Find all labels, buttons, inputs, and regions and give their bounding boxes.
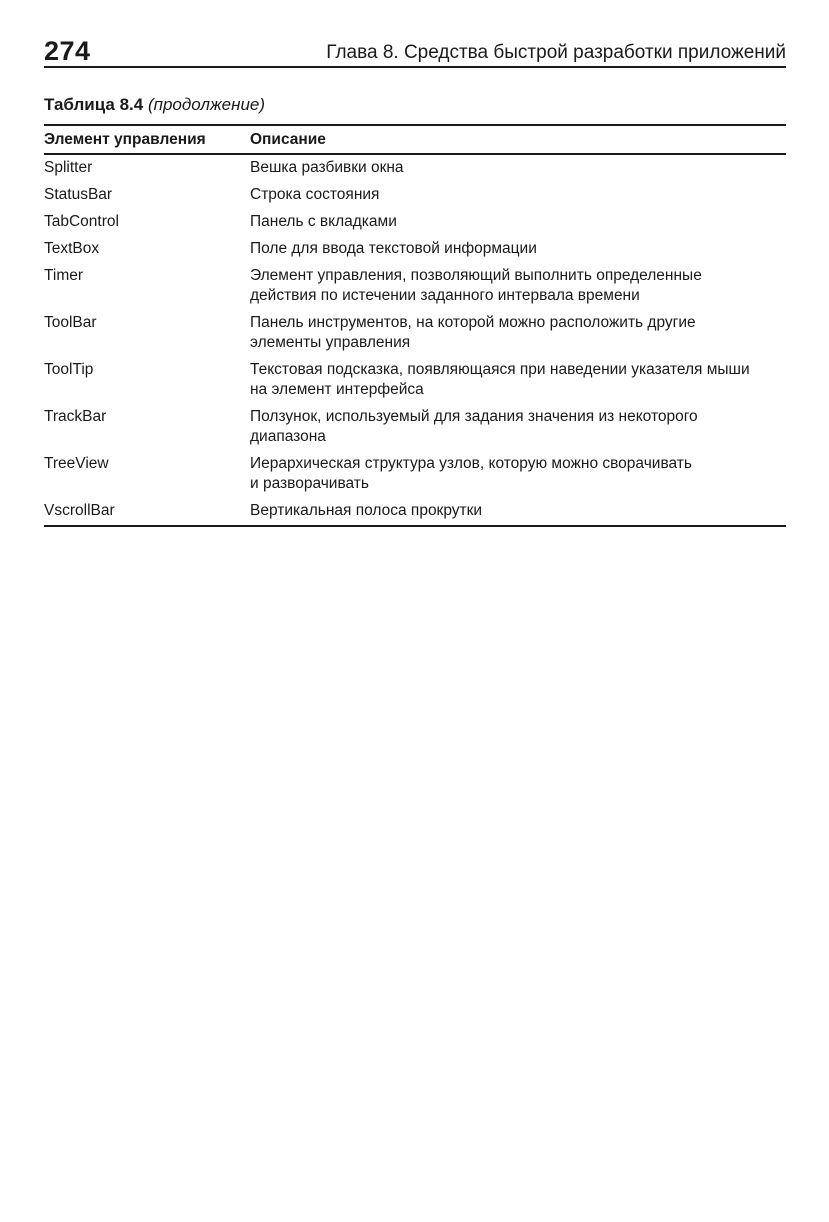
- control-description: Ползунок, используемый для задания значения из некоторого диапазона: [250, 408, 698, 445]
- table-row: [44, 182, 786, 209]
- table-row: [44, 263, 786, 310]
- control-name: ToolTip: [44, 361, 94, 378]
- control-description: Поле для ввода текстовой информации: [250, 240, 537, 257]
- table-header-row: [44, 126, 786, 155]
- control-name: VscrollBar: [44, 502, 115, 519]
- control-description: Вертикальная полоса прокрутки: [250, 502, 483, 519]
- control-description: Строка состояния: [250, 186, 380, 203]
- control-name: TreeView: [44, 455, 109, 472]
- table-row: [44, 498, 786, 525]
- control-name: ToolBar: [44, 314, 97, 331]
- control-description: Панель инструментов, на которой можно расположить другие элементы управления: [250, 314, 696, 351]
- control-description: Панель с вкладками: [250, 213, 397, 230]
- column-header-control: Элемент управления: [44, 130, 206, 148]
- control-name: Timer: [44, 267, 84, 284]
- table-row: [44, 155, 786, 182]
- page-number: 274: [44, 36, 91, 66]
- table-caption-label: Таблица 8.4: [44, 95, 144, 114]
- control-name: TrackBar: [44, 408, 107, 425]
- table-row: [44, 404, 786, 451]
- column-header-description: Описание: [250, 130, 326, 148]
- running-title: Глава 8. Средства быстрой разработки приложений: [326, 42, 786, 63]
- control-name: StatusBar: [44, 186, 113, 203]
- controls-table: [44, 124, 786, 527]
- control-description: Элемент управления, позволяющий выполнить определенные действия по истечении заданного интервала времени: [250, 267, 702, 304]
- control-description: Иерархическая структура узлов, которую можно сворачивать и разворачивать: [250, 455, 692, 492]
- table-row: [44, 357, 786, 404]
- control-description: Текстовая подсказка, появляющаяся при наведении указателя мыши на элемент интерфейса: [250, 361, 750, 398]
- control-description: Вешка разбивки окна: [250, 159, 404, 176]
- control-name: TabControl: [44, 213, 119, 230]
- table-row: [44, 451, 786, 498]
- table-caption-note: (продолжение): [147, 95, 266, 114]
- table-row: [44, 209, 786, 236]
- control-name: TextBox: [44, 240, 100, 257]
- table-row: [44, 236, 786, 263]
- page-header: [44, 36, 786, 68]
- table-row: [44, 310, 786, 357]
- table-caption: [44, 95, 265, 115]
- control-name: Splitter: [44, 159, 93, 176]
